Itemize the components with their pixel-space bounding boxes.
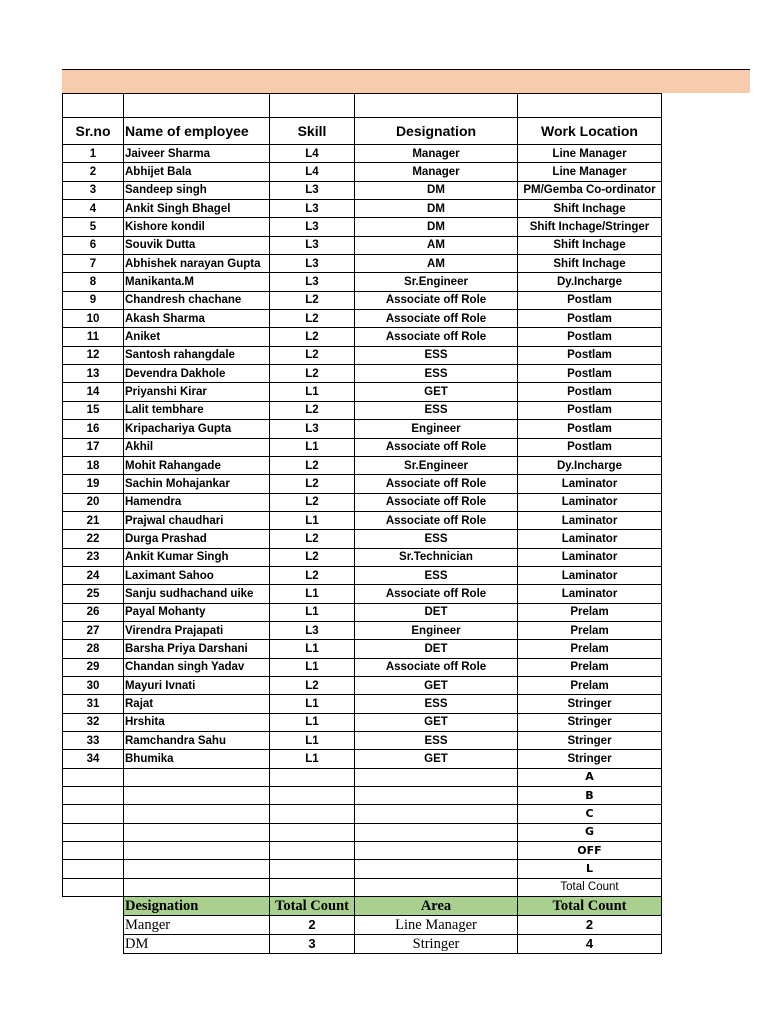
- table-row: [63, 291, 662, 309]
- shift-code-cell[interactable]: B: [518, 787, 662, 805]
- cell[interactable]: [63, 860, 124, 878]
- work-location-cell[interactable]: Stringer: [518, 732, 662, 750]
- skill-cell[interactable]: L3: [270, 200, 355, 218]
- employee-name-cell[interactable]: Prajwal chaudhari: [124, 511, 270, 529]
- table-row: [63, 310, 662, 328]
- table-row: [63, 236, 662, 254]
- designation-cell[interactable]: DET: [355, 603, 518, 621]
- designation-cell[interactable]: AM: [355, 236, 518, 254]
- skill-cell[interactable]: L3: [270, 273, 355, 291]
- designation-cell[interactable]: ESS: [355, 346, 518, 364]
- cell[interactable]: [124, 787, 270, 805]
- sr-no-cell[interactable]: 5: [63, 218, 124, 236]
- sr-no-cell[interactable]: 16: [63, 420, 124, 438]
- table-row: [63, 420, 662, 438]
- shift-code-cell[interactable]: C: [518, 805, 662, 823]
- skill-cell[interactable]: L3: [270, 181, 355, 199]
- table-row: [63, 365, 662, 383]
- employee-name-cell[interactable]: Mayuri Ivnati: [124, 676, 270, 694]
- designation-cell[interactable]: Associate off Role: [355, 291, 518, 309]
- shift-code-row: [63, 860, 662, 878]
- skill-cell[interactable]: L1: [270, 713, 355, 731]
- work-location-cell[interactable]: Laminator: [518, 475, 662, 493]
- designation-cell[interactable]: Associate off Role: [355, 585, 518, 603]
- table-row: [63, 456, 662, 474]
- sr-no-cell[interactable]: 29: [63, 658, 124, 676]
- cell[interactable]: [355, 805, 518, 823]
- designation-cell[interactable]: ESS: [355, 695, 518, 713]
- sr-no-cell[interactable]: 31: [63, 695, 124, 713]
- cell[interactable]: [63, 805, 124, 823]
- cell[interactable]: [270, 805, 355, 823]
- work-location-header[interactable]: Work Location: [518, 118, 662, 145]
- table-row: [63, 200, 662, 218]
- designation-cell[interactable]: Sr.Technician: [355, 548, 518, 566]
- employee-name-cell[interactable]: Devendra Dakhole: [124, 365, 270, 383]
- sr-no-cell[interactable]: 20: [63, 493, 124, 511]
- cell[interactable]: [124, 823, 270, 841]
- cell[interactable]: [270, 860, 355, 878]
- employee-name-cell[interactable]: Abhishek narayan Gupta: [124, 255, 270, 273]
- table-row: [63, 566, 662, 584]
- cell[interactable]: [63, 94, 124, 118]
- employee-name-cell[interactable]: Jaiveer Sharma: [124, 145, 270, 163]
- work-location-cell[interactable]: Laminator: [518, 566, 662, 584]
- designation-cell[interactable]: ESS: [355, 732, 518, 750]
- table-row: [63, 163, 662, 181]
- work-location-cell[interactable]: Postlam: [518, 310, 662, 328]
- skill-cell[interactable]: L1: [270, 658, 355, 676]
- designation-cell[interactable]: AM: [355, 255, 518, 273]
- summary-designation-cell[interactable]: Manger: [124, 916, 270, 935]
- skill-cell[interactable]: L3: [270, 420, 355, 438]
- table-row: [63, 713, 662, 731]
- employee-name-cell[interactable]: Sandeep singh: [124, 181, 270, 199]
- cell[interactable]: [355, 878, 518, 896]
- skill-cell[interactable]: L1: [270, 511, 355, 529]
- summary-count-cell[interactable]: 3: [270, 935, 355, 954]
- sr-no-cell[interactable]: 10: [63, 310, 124, 328]
- employee-name-cell[interactable]: Laximant Sahoo: [124, 566, 270, 584]
- employee-name-cell[interactable]: Chandan singh Yadav: [124, 658, 270, 676]
- cell[interactable]: [63, 935, 124, 954]
- table-row: [63, 548, 662, 566]
- summary-area-cell[interactable]: Line Manager: [355, 916, 518, 935]
- sr-no-cell[interactable]: 21: [63, 511, 124, 529]
- table-row: [63, 621, 662, 639]
- designation-cell[interactable]: GET: [355, 750, 518, 768]
- skill-cell[interactable]: L3: [270, 218, 355, 236]
- table-row: [63, 328, 662, 346]
- sr-no-cell[interactable]: 12: [63, 346, 124, 364]
- skill-cell[interactable]: L2: [270, 456, 355, 474]
- work-location-cell[interactable]: Shift Inchage: [518, 236, 662, 254]
- cell[interactable]: [124, 768, 270, 786]
- table-row: [63, 181, 662, 199]
- skill-cell[interactable]: L1: [270, 732, 355, 750]
- table-row: [63, 676, 662, 694]
- designation-cell[interactable]: Engineer: [355, 420, 518, 438]
- cell[interactable]: [270, 842, 355, 860]
- work-location-cell[interactable]: Laminator: [518, 511, 662, 529]
- summary-area-header[interactable]: Area: [355, 897, 518, 916]
- skill-cell[interactable]: L1: [270, 640, 355, 658]
- designation-cell[interactable]: DM: [355, 181, 518, 199]
- table-row: [63, 273, 662, 291]
- employee-name-cell[interactable]: Hrshita: [124, 713, 270, 731]
- table-row: [63, 493, 662, 511]
- skill-cell[interactable]: L2: [270, 676, 355, 694]
- skill-cell[interactable]: L4: [270, 145, 355, 163]
- table-row: [63, 511, 662, 529]
- designation-cell[interactable]: Engineer: [355, 621, 518, 639]
- cell[interactable]: [270, 823, 355, 841]
- employee-name-cell[interactable]: Akhil: [124, 438, 270, 456]
- work-location-cell[interactable]: Prelam: [518, 621, 662, 639]
- summary-count-cell[interactable]: 2: [270, 916, 355, 935]
- sr-no-cell[interactable]: 19: [63, 475, 124, 493]
- table-row: [63, 383, 662, 401]
- sr-no-cell[interactable]: 32: [63, 713, 124, 731]
- summary-row: [63, 916, 662, 935]
- employee-name-cell[interactable]: Rajat: [124, 695, 270, 713]
- work-location-cell[interactable]: Prelam: [518, 676, 662, 694]
- cell[interactable]: [63, 897, 124, 916]
- employee-name-cell[interactable]: Sachin Mohajankar: [124, 475, 270, 493]
- sr-no-cell[interactable]: 34: [63, 750, 124, 768]
- skill-cell[interactable]: L3: [270, 621, 355, 639]
- cell[interactable]: [355, 787, 518, 805]
- table-row: [63, 255, 662, 273]
- work-location-cell[interactable]: Dy.Incharge: [518, 456, 662, 474]
- designation-cell[interactable]: Sr.Engineer: [355, 273, 518, 291]
- skill-cell[interactable]: L2: [270, 365, 355, 383]
- table-row: [63, 346, 662, 364]
- work-location-cell[interactable]: Postlam: [518, 346, 662, 364]
- employee-name-cell[interactable]: Mohit Rahangade: [124, 456, 270, 474]
- cell[interactable]: [63, 787, 124, 805]
- employee-name-cell[interactable]: Souvik Dutta: [124, 236, 270, 254]
- sr-no-cell[interactable]: 9: [63, 291, 124, 309]
- table-row: [63, 658, 662, 676]
- work-location-cell[interactable]: Stringer: [518, 713, 662, 731]
- table-row: [63, 603, 662, 621]
- sr-no-cell[interactable]: 2: [63, 163, 124, 181]
- cell[interactable]: [270, 787, 355, 805]
- sr-no-cell[interactable]: 4: [63, 200, 124, 218]
- column-header-row: [63, 118, 662, 145]
- work-location-cell[interactable]: Prelam: [518, 640, 662, 658]
- table-row: [63, 438, 662, 456]
- shift-code-row: [63, 805, 662, 823]
- work-location-cell[interactable]: Postlam: [518, 420, 662, 438]
- skill-cell[interactable]: L2: [270, 530, 355, 548]
- employee-name-cell[interactable]: Priyanshi Kirar: [124, 383, 270, 401]
- employee-name-cell[interactable]: Kripachariya Gupta: [124, 420, 270, 438]
- summary-area-total-count-header[interactable]: Total Count: [518, 897, 662, 916]
- sr-no-cell[interactable]: 26: [63, 603, 124, 621]
- designation-cell[interactable]: ESS: [355, 365, 518, 383]
- skill-cell[interactable]: L1: [270, 603, 355, 621]
- work-location-cell[interactable]: Postlam: [518, 365, 662, 383]
- cell[interactable]: [63, 916, 124, 935]
- skill-cell[interactable]: L1: [270, 695, 355, 713]
- cell[interactable]: [270, 768, 355, 786]
- designation-cell[interactable]: Associate off Role: [355, 511, 518, 529]
- designation-cell[interactable]: ESS: [355, 530, 518, 548]
- shift-code-row: [63, 823, 662, 841]
- sr-no-cell[interactable]: 22: [63, 530, 124, 548]
- table-row: [63, 475, 662, 493]
- shift-code-cell[interactable]: OFF: [518, 842, 662, 860]
- employee-name-cell[interactable]: Ankit Singh Bhagel: [124, 200, 270, 218]
- employee-name-cell[interactable]: Hamendra: [124, 493, 270, 511]
- cell[interactable]: [124, 860, 270, 878]
- blank-row: [63, 94, 662, 118]
- sr-no-cell[interactable]: 25: [63, 585, 124, 603]
- designation-cell[interactable]: ESS: [355, 401, 518, 419]
- sr-no-cell[interactable]: 18: [63, 456, 124, 474]
- work-location-cell[interactable]: Line Manager: [518, 145, 662, 163]
- shift-code-row: [63, 842, 662, 860]
- designation-header[interactable]: Designation: [355, 118, 518, 145]
- sr-no-cell[interactable]: 15: [63, 401, 124, 419]
- summary-area-count-cell[interactable]: 4: [518, 935, 662, 954]
- summary-designation-cell[interactable]: DM: [124, 935, 270, 954]
- table-row: [63, 695, 662, 713]
- sr-no-cell[interactable]: 17: [63, 438, 124, 456]
- cell[interactable]: [355, 768, 518, 786]
- work-location-cell[interactable]: Postlam: [518, 401, 662, 419]
- skill-cell[interactable]: L1: [270, 438, 355, 456]
- designation-cell[interactable]: GET: [355, 676, 518, 694]
- summary-designation-header[interactable]: Designation: [124, 897, 270, 916]
- work-location-cell[interactable]: PM/Gemba Co-ordinator: [518, 181, 662, 199]
- cell[interactable]: [124, 878, 270, 896]
- sr-no-cell[interactable]: 28: [63, 640, 124, 658]
- shift-code-row: [63, 878, 662, 896]
- skill-cell[interactable]: L2: [270, 291, 355, 309]
- designation-cell[interactable]: Manager: [355, 145, 518, 163]
- employee-name-cell[interactable]: Manikanta.M: [124, 273, 270, 291]
- cell[interactable]: [270, 878, 355, 896]
- work-location-cell[interactable]: Laminator: [518, 585, 662, 603]
- employee-name-cell[interactable]: Barsha Priya Darshani: [124, 640, 270, 658]
- work-location-cell[interactable]: Laminator: [518, 493, 662, 511]
- employee-sheet: [62, 93, 662, 954]
- employee-name-cell[interactable]: Chandresh chachane: [124, 291, 270, 309]
- skill-cell[interactable]: L2: [270, 566, 355, 584]
- sr-no-cell[interactable]: 3: [63, 181, 124, 199]
- skill-cell[interactable]: L1: [270, 750, 355, 768]
- sr-no-cell[interactable]: 13: [63, 365, 124, 383]
- designation-cell[interactable]: Associate off Role: [355, 310, 518, 328]
- cell[interactable]: [63, 768, 124, 786]
- skill-cell[interactable]: L3: [270, 236, 355, 254]
- skill-cell[interactable]: L2: [270, 328, 355, 346]
- designation-cell[interactable]: Associate off Role: [355, 658, 518, 676]
- cell[interactable]: [518, 94, 662, 118]
- skill-cell[interactable]: L2: [270, 548, 355, 566]
- work-location-cell[interactable]: Dy.Incharge: [518, 273, 662, 291]
- cell[interactable]: [124, 94, 270, 118]
- work-location-cell[interactable]: Shift Inchage/Stringer: [518, 218, 662, 236]
- employee-name-cell[interactable]: Durga Prashad: [124, 530, 270, 548]
- summary-area-count-cell[interactable]: 2: [518, 916, 662, 935]
- sr-no-cell[interactable]: 1: [63, 145, 124, 163]
- cell[interactable]: [355, 94, 518, 118]
- designation-cell[interactable]: Associate off Role: [355, 493, 518, 511]
- designation-cell[interactable]: DET: [355, 640, 518, 658]
- work-location-cell[interactable]: Prelam: [518, 658, 662, 676]
- cell[interactable]: [63, 878, 124, 896]
- shift-code-cell[interactable]: G: [518, 823, 662, 841]
- shift-code-cell[interactable]: Total Count: [518, 878, 662, 896]
- employee-name-cell[interactable]: Santosh rahangdale: [124, 346, 270, 364]
- table-row: [63, 530, 662, 548]
- cell[interactable]: [124, 842, 270, 860]
- skill-cell[interactable]: L3: [270, 255, 355, 273]
- header-band: [62, 69, 750, 93]
- designation-cell[interactable]: GET: [355, 713, 518, 731]
- table-row: [63, 640, 662, 658]
- work-location-cell[interactable]: Postlam: [518, 328, 662, 346]
- work-location-cell[interactable]: Stringer: [518, 695, 662, 713]
- employee-name-cell[interactable]: Bhumika: [124, 750, 270, 768]
- sr-no-cell[interactable]: 30: [63, 676, 124, 694]
- designation-cell[interactable]: DM: [355, 200, 518, 218]
- table-row: [63, 732, 662, 750]
- skill-header[interactable]: Skill: [270, 118, 355, 145]
- skill-cell[interactable]: L1: [270, 383, 355, 401]
- skill-cell[interactable]: L2: [270, 401, 355, 419]
- sr-no-header[interactable]: Sr.no: [63, 118, 124, 145]
- table-row: [63, 145, 662, 163]
- work-location-cell[interactable]: Line Manager: [518, 163, 662, 181]
- shift-code-row: [63, 787, 662, 805]
- work-location-cell[interactable]: Stringer: [518, 750, 662, 768]
- employee-name-cell[interactable]: Payal Mohanty: [124, 603, 270, 621]
- sr-no-cell[interactable]: 33: [63, 732, 124, 750]
- work-location-cell[interactable]: Shift Inchage: [518, 255, 662, 273]
- summary-total-count-header[interactable]: Total Count: [270, 897, 355, 916]
- employee-name-cell[interactable]: Kishore kondil: [124, 218, 270, 236]
- work-location-cell[interactable]: Laminator: [518, 548, 662, 566]
- shift-code-row: [63, 768, 662, 786]
- cell[interactable]: [124, 805, 270, 823]
- skill-cell[interactable]: L1: [270, 585, 355, 603]
- work-location-cell[interactable]: Postlam: [518, 291, 662, 309]
- employee-name-cell[interactable]: Lalit tembhare: [124, 401, 270, 419]
- work-location-cell[interactable]: Laminator: [518, 530, 662, 548]
- shift-code-cell[interactable]: A: [518, 768, 662, 786]
- skill-cell[interactable]: L2: [270, 475, 355, 493]
- skill-cell[interactable]: L4: [270, 163, 355, 181]
- sr-no-cell[interactable]: 23: [63, 548, 124, 566]
- employee-name-cell[interactable]: Abhijet Bala: [124, 163, 270, 181]
- skill-cell[interactable]: L2: [270, 310, 355, 328]
- designation-cell[interactable]: ESS: [355, 566, 518, 584]
- cell[interactable]: [355, 842, 518, 860]
- work-location-cell[interactable]: Shift Inchage: [518, 200, 662, 218]
- employee-name-cell[interactable]: Akash Sharma: [124, 310, 270, 328]
- sr-no-cell[interactable]: 6: [63, 236, 124, 254]
- employee-name-cell[interactable]: Virendra Prajapati: [124, 621, 270, 639]
- employee-name-header[interactable]: Name of employee: [124, 118, 270, 145]
- employee-name-cell[interactable]: Ankit Kumar Singh: [124, 548, 270, 566]
- work-location-cell[interactable]: Postlam: [518, 438, 662, 456]
- cell[interactable]: [355, 823, 518, 841]
- skill-cell[interactable]: L2: [270, 493, 355, 511]
- sr-no-cell[interactable]: 27: [63, 621, 124, 639]
- summary-area-cell[interactable]: Stringer: [355, 935, 518, 954]
- designation-cell[interactable]: Associate off Role: [355, 438, 518, 456]
- employee-name-cell[interactable]: Sanju sudhachand uike: [124, 585, 270, 603]
- summary-header-row: [63, 897, 662, 916]
- designation-cell[interactable]: Manager: [355, 163, 518, 181]
- designation-cell[interactable]: DM: [355, 218, 518, 236]
- employee-name-cell[interactable]: Ramchandra Sahu: [124, 732, 270, 750]
- designation-cell[interactable]: Associate off Role: [355, 475, 518, 493]
- shift-code-cell[interactable]: L: [518, 860, 662, 878]
- sr-no-cell[interactable]: 8: [63, 273, 124, 291]
- cell[interactable]: [63, 823, 124, 841]
- cell[interactable]: [270, 94, 355, 118]
- designation-cell[interactable]: Associate off Role: [355, 328, 518, 346]
- designation-cell[interactable]: GET: [355, 383, 518, 401]
- employee-name-cell[interactable]: Aniket: [124, 328, 270, 346]
- table-row: [63, 218, 662, 236]
- sr-no-cell[interactable]: 7: [63, 255, 124, 273]
- skill-cell[interactable]: L2: [270, 346, 355, 364]
- table-row: [63, 585, 662, 603]
- work-location-cell[interactable]: Prelam: [518, 603, 662, 621]
- work-location-cell[interactable]: Postlam: [518, 383, 662, 401]
- sr-no-cell[interactable]: 24: [63, 566, 124, 584]
- sr-no-cell[interactable]: 11: [63, 328, 124, 346]
- sr-no-cell[interactable]: 14: [63, 383, 124, 401]
- summary-row: [63, 935, 662, 954]
- table-row: [63, 401, 662, 419]
- cell[interactable]: [355, 860, 518, 878]
- designation-cell[interactable]: Sr.Engineer: [355, 456, 518, 474]
- cell[interactable]: [63, 842, 124, 860]
- table-row: [63, 750, 662, 768]
